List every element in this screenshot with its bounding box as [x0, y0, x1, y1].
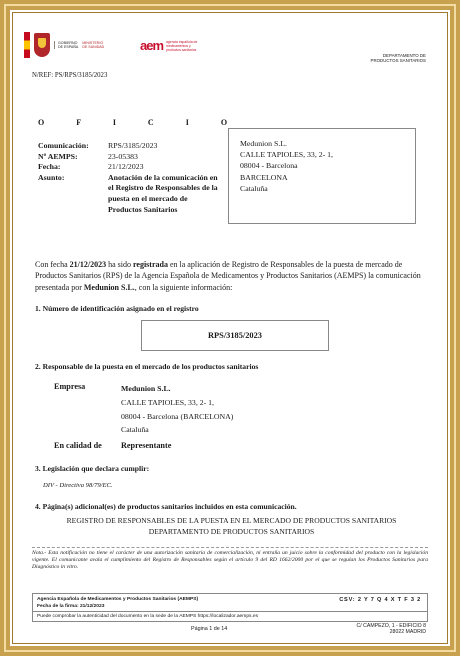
legal-note: Nota.- Esta notificación no tiene el carácter de una autorización sanitaria de comercialización, ni entraña un juicio sobre la conformidad del producto con la legislación vigente. El comunicante avala el cumplimiento del Registro de Responsables según el artículo 9 del RD 1662/2000 por el que se regulan los Productos Sanitarios para Diagnóstico in vitro. — [32, 550, 428, 570]
recipient-postal: 08004 - Barcelona — [240, 161, 298, 171]
gov-line2: DE ESPAÑA — [58, 45, 79, 49]
coat-of-arms-icon — [34, 33, 50, 57]
aemps-label: Nº AEMPS: — [38, 151, 78, 161]
aemps-logo — [140, 38, 197, 53]
section4-body: REGISTRO DE RESPONSABLES DE LA PUESTA EN EL MERCADO DE PRODUCTOS SANITARIOS DEPARTAMENTO DE PRODUCTOS SANITARIOS — [66, 516, 397, 537]
intro-paragraph: Con fecha 21/12/2023 ha sido registrada en la aplicación de Registro de Responsables de la puesta de mercado de Productos Sanitarios (RPS) de la Agencia Española de Medicamentos y Productos Sanitarios (AEMPS) la comunicación presentada por Medunion S.L., con la siguiente información: — [35, 260, 421, 292]
footer-agency: Agencia Española de Medicamentos y Productos Sanitarios (AEMPS) — [37, 597, 199, 602]
verify-link[interactable]: Puede comprobar la autenticidad del documento en la sede de la AEMPS https://localizador.aemps.es — [37, 614, 259, 619]
aemps-line1: agencia española de — [166, 39, 198, 44]
registration-number-box: RPS/3185/2023 — [141, 320, 329, 351]
fecha-label: Fecha: — [38, 162, 61, 172]
footer-firma: Fecha de la firma: 21/12/2023 — [37, 604, 105, 609]
gov-line1: GOBIERNO — [58, 40, 78, 45]
department-header: DEPARTAMENTO DE PRODUCTOS SANITARIOS — [370, 53, 426, 64]
empresa-label: Empresa — [54, 382, 86, 391]
document-page — [10, 10, 430, 635]
calidad-label: En calidad de — [54, 441, 102, 450]
recipient-address — [228, 128, 416, 224]
asunto-value: Anotación de la comunicación en el Registro de Responsables de la puesta en el mercado de Productos Sanitarios — [108, 172, 218, 214]
recipient-region: Cataluña — [240, 183, 268, 193]
asunto-label: Asunto: — [38, 172, 65, 182]
section3-heading: 3. Legislación que declara cumplir: — [35, 464, 150, 473]
aemps-value: 23-05383 — [108, 151, 138, 161]
divider — [32, 547, 428, 548]
page-number: Página 1 de 14 — [191, 626, 228, 632]
fecha-value: 21/12/2023 — [108, 162, 144, 172]
empresa-details: Medunion S.L. CALLE TAPIOLES, 33, 2- 1, 08004 - Barcelona (BARCELONA) Cataluña — [121, 384, 234, 435]
aemps-line2: medicamentos y — [166, 43, 191, 48]
spain-flag-icon — [24, 32, 30, 58]
recipient-street: CALLE TAPIOLES, 33, 2- 1, — [240, 150, 334, 160]
calidad-value: Representante — [121, 441, 172, 450]
section1-heading: 1. Número de identificación asignado en el registro — [35, 304, 199, 313]
recipient-name: Medunion S.L. — [240, 139, 287, 148]
comunicacion-value: RPS/3185/2023 — [108, 141, 158, 150]
section4-heading: 4. Página(s) adicional(es) de productos sanitarios incluidos en esta comunicación. — [35, 502, 297, 511]
comunicacion-label: Comunicación: — [38, 141, 89, 150]
section2-heading: 2. Responsable de la puesta en el mercado de los productos sanitarios — [35, 362, 259, 371]
aemps-line3: productos sanitarios — [166, 47, 197, 52]
signature-footer — [32, 593, 428, 622]
aemps-mark-icon: aem — [140, 38, 164, 53]
gobierno-logo — [24, 32, 104, 58]
legislation-value: DIV - Directiva 98/79/EC. — [43, 482, 113, 489]
reference-number: N/REF: PS/RPS/3185/2023 — [32, 72, 108, 79]
document-title: O F I C I O — [38, 118, 243, 127]
agency-address: C/ CAMPEZO, 1 - EDIFICIO 8 28022 MADRID — [356, 623, 426, 635]
ministry-line1: MINISTERIO — [82, 40, 104, 45]
csv-code: CSV: 2 Y 7 Q 4 X T F 3 2 — [339, 597, 421, 603]
recipient-city: BARCELONA — [240, 172, 288, 182]
meta-block — [38, 141, 220, 215]
ministry-line2: DE SANIDAD — [82, 45, 105, 49]
